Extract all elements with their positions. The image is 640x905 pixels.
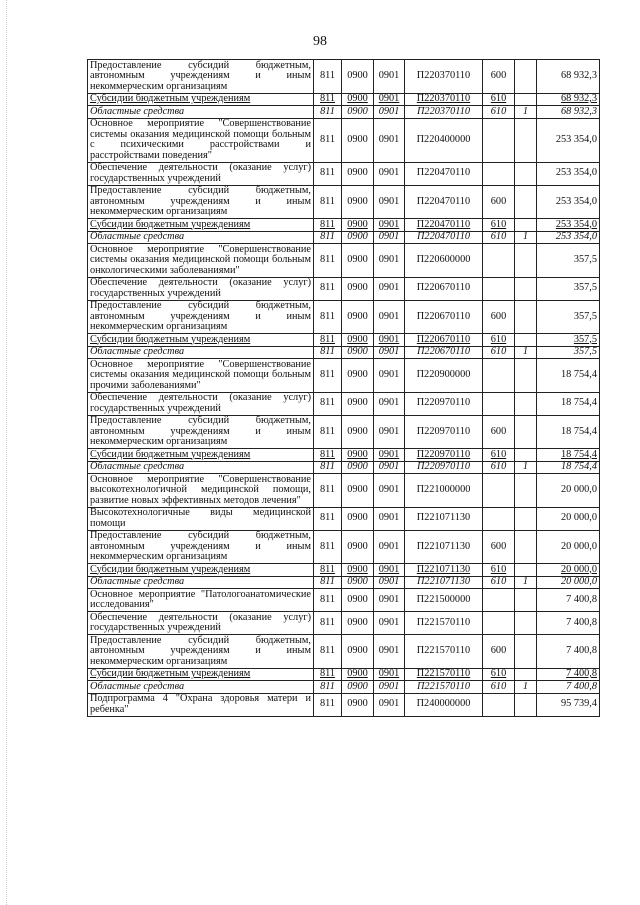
row-ministry-code: 811 [314,334,342,347]
row-subsection-code: 0901 [374,277,405,300]
row-section-code: 0900 [342,346,374,359]
row-funding-source [515,244,537,278]
row-name: Областные средства [88,231,314,244]
row-section-code: 0900 [342,244,374,278]
row-expense-type [483,474,515,508]
row-funding-source [515,392,537,415]
row-ministry-code: 811 [314,415,342,449]
row-expense-type [483,507,515,530]
row-amount: 7 400,8 [537,668,600,681]
row-expense-type: 600 [483,300,515,334]
row-funding-source [515,277,537,300]
row-name: Подпрограмма 4 "Охрана здоровья матери и ребенка" [88,693,314,716]
table-row [88,392,600,415]
row-section-code: 0900 [342,93,374,106]
row-name: Субсидии бюджетным учреждениям [88,334,314,347]
row-ministry-code: 811 [314,449,342,462]
row-funding-source [515,93,537,106]
row-subsection-code: 0901 [374,589,405,612]
row-amount: 18 754,4 [537,449,600,462]
row-funding-source [515,219,537,232]
row-amount: 253 354,0 [537,162,600,185]
row-target-article: П240000000 [405,693,483,716]
binding-margin [6,0,10,905]
row-name: Субсидии бюджетным учреждениям [88,219,314,232]
row-subsection-code: 0901 [374,118,405,162]
table-row [88,612,600,635]
row-section-code: 0900 [342,231,374,244]
row-target-article: П220970110 [405,449,483,462]
row-funding-source [515,185,537,219]
row-ministry-code: 811 [314,231,342,244]
row-target-article: П221570110 [405,635,483,669]
row-funding-source [515,635,537,669]
row-subsection-code: 0901 [374,507,405,530]
row-ministry-code: 811 [314,461,342,474]
row-funding-source [515,530,537,564]
row-target-article: П220370110 [405,106,483,119]
table-row [88,93,600,106]
row-expense-type: 600 [483,415,515,449]
row-amount: 18 754,4 [537,392,600,415]
row-expense-type [483,118,515,162]
row-name: Обеспечение деятельности (оказание услуг) государственных учреждений [88,277,314,300]
row-amount: 357,5 [537,334,600,347]
row-target-article: П220670110 [405,277,483,300]
row-section-code: 0900 [342,359,374,393]
row-amount: 68 932,3 [537,93,600,106]
row-name: Обеспечение деятельности (оказание услуг) государственных учреждений [88,162,314,185]
row-funding-source: 1 [515,681,537,694]
row-name: Основное мероприятие "Патологоанатомические исследования" [88,589,314,612]
row-funding-source: 1 [515,576,537,589]
row-expense-type [483,359,515,393]
row-expense-type: 600 [483,60,515,94]
row-expense-type: 610 [483,681,515,694]
row-ministry-code: 811 [314,60,342,94]
table-row [88,244,600,278]
row-expense-type: 610 [483,564,515,577]
row-expense-type [483,589,515,612]
table-row [88,564,600,577]
row-amount: 357,5 [537,244,600,278]
row-ministry-code: 811 [314,576,342,589]
row-ministry-code: 811 [314,681,342,694]
row-target-article: П220470110 [405,162,483,185]
row-section-code: 0900 [342,668,374,681]
row-subsection-code: 0901 [374,334,405,347]
table-row [88,474,600,508]
row-section-code: 0900 [342,185,374,219]
row-section-code: 0900 [342,474,374,508]
row-funding-source: 1 [515,106,537,119]
row-funding-source [515,300,537,334]
row-target-article: П220970110 [405,461,483,474]
row-name: Предоставление субсидий бюджетным, автономным учреждениям и иным некоммерческим организациям [88,185,314,219]
row-section-code: 0900 [342,162,374,185]
row-name: Основное мероприятие "Совершенствование системы оказания медицинской помощи больным онкологическими заболеваниями" [88,244,314,278]
row-section-code: 0900 [342,635,374,669]
row-name: Областные средства [88,576,314,589]
row-subsection-code: 0901 [374,474,405,508]
row-subsection-code: 0901 [374,346,405,359]
row-amount: 7 400,8 [537,635,600,669]
row-ministry-code: 811 [314,359,342,393]
row-subsection-code: 0901 [374,392,405,415]
row-section-code: 0900 [342,576,374,589]
row-name: Основное мероприятие "Совершенствование системы оказания медицинской помощи больным с психическими расстройствами и расстройствами поведения" [88,118,314,162]
row-funding-source [515,415,537,449]
row-name: Областные средства [88,346,314,359]
row-expense-type [483,693,515,716]
row-target-article: П220470110 [405,185,483,219]
row-subsection-code: 0901 [374,231,405,244]
row-ministry-code: 811 [314,219,342,232]
table-row [88,300,600,334]
row-subsection-code: 0901 [374,681,405,694]
row-target-article: П221570110 [405,668,483,681]
table-row [88,507,600,530]
row-funding-source: 1 [515,346,537,359]
row-ministry-code: 811 [314,564,342,577]
row-expense-type: 610 [483,346,515,359]
row-funding-source: 1 [515,231,537,244]
row-target-article: П220600000 [405,244,483,278]
row-subsection-code: 0901 [374,668,405,681]
row-subsection-code: 0901 [374,300,405,334]
row-ministry-code: 811 [314,612,342,635]
row-name: Субсидии бюджетным учреждениям [88,93,314,106]
row-ministry-code: 811 [314,530,342,564]
row-name: Обеспечение деятельности (оказание услуг) государственных учреждений [88,612,314,635]
row-target-article: П220470110 [405,231,483,244]
row-amount: 253 354,0 [537,118,600,162]
row-target-article: П221071130 [405,507,483,530]
row-ministry-code: 811 [314,668,342,681]
row-ministry-code: 811 [314,118,342,162]
row-subsection-code: 0901 [374,612,405,635]
row-expense-type [483,392,515,415]
row-funding-source [515,589,537,612]
row-ministry-code: 811 [314,693,342,716]
row-subsection-code: 0901 [374,106,405,119]
row-name: Предоставление субсидий бюджетным, автономным учреждениям и иным некоммерческим организациям [88,635,314,669]
table-row [88,106,600,119]
row-expense-type [483,162,515,185]
row-name: Областные средства [88,461,314,474]
row-amount: 20 000,0 [537,576,600,589]
row-target-article: П220670110 [405,346,483,359]
table-row [88,162,600,185]
row-amount: 20 000,0 [537,564,600,577]
row-section-code: 0900 [342,507,374,530]
row-subsection-code: 0901 [374,219,405,232]
row-funding-source [515,474,537,508]
row-ministry-code: 811 [314,392,342,415]
table-row [88,60,600,94]
row-funding-source [515,162,537,185]
row-section-code: 0900 [342,106,374,119]
row-subsection-code: 0901 [374,461,405,474]
row-target-article: П221570110 [405,612,483,635]
table-row [88,118,600,162]
row-funding-source [515,118,537,162]
row-name: Основное мероприятие "Совершенствование системы оказания медицинской помощи больным прочими заболеваниями" [88,359,314,393]
table-row [88,219,600,232]
row-section-code: 0900 [342,461,374,474]
table-row [88,635,600,669]
table-row [88,589,600,612]
row-subsection-code: 0901 [374,693,405,716]
row-expense-type: 610 [483,461,515,474]
row-funding-source [515,449,537,462]
row-amount: 68 932,3 [537,106,600,119]
row-target-article: П220670110 [405,334,483,347]
row-section-code: 0900 [342,60,374,94]
row-funding-source [515,612,537,635]
row-subsection-code: 0901 [374,185,405,219]
row-amount: 20 000,0 [537,507,600,530]
row-amount: 18 754,4 [537,461,600,474]
row-name: Предоставление субсидий бюджетным, автономным учреждениям и иным некоммерческим организациям [88,415,314,449]
row-expense-type: 600 [483,635,515,669]
row-subsection-code: 0901 [374,60,405,94]
row-expense-type: 600 [483,185,515,219]
row-amount: 68 932,3 [537,60,600,94]
row-name: Областные средства [88,681,314,694]
row-subsection-code: 0901 [374,415,405,449]
row-target-article: П221071130 [405,576,483,589]
row-section-code: 0900 [342,334,374,347]
row-amount: 20 000,0 [537,530,600,564]
row-expense-type: 610 [483,576,515,589]
row-target-article: П220470110 [405,219,483,232]
table-row [88,530,600,564]
row-amount: 253 354,0 [537,219,600,232]
row-ministry-code: 811 [314,300,342,334]
row-subsection-code: 0901 [374,244,405,278]
row-name: Областные средства [88,106,314,119]
row-ministry-code: 811 [314,346,342,359]
row-amount: 7 400,8 [537,681,600,694]
row-target-article: П220670110 [405,300,483,334]
row-name: Основное мероприятие "Совершенствование высокотехнологичной медицинской помощи, развитие новых эффективных методов лечения" [88,474,314,508]
row-subsection-code: 0901 [374,564,405,577]
row-expense-type: 610 [483,93,515,106]
row-target-article: П221000000 [405,474,483,508]
row-target-article: П221071130 [405,564,483,577]
table-row [88,693,600,716]
row-section-code: 0900 [342,277,374,300]
row-section-code: 0900 [342,300,374,334]
row-expense-type: 610 [483,106,515,119]
row-subsection-code: 0901 [374,162,405,185]
row-expense-type: 610 [483,231,515,244]
row-subsection-code: 0901 [374,93,405,106]
row-section-code: 0900 [342,118,374,162]
page-number: 98 [313,34,327,49]
row-ministry-code: 811 [314,635,342,669]
row-ministry-code: 811 [314,244,342,278]
row-funding-source [515,334,537,347]
row-ministry-code: 811 [314,474,342,508]
row-section-code: 0900 [342,415,374,449]
row-subsection-code: 0901 [374,576,405,589]
table-row [88,415,600,449]
row-section-code: 0900 [342,589,374,612]
row-subsection-code: 0901 [374,635,405,669]
table-row [88,277,600,300]
row-amount: 357,5 [537,277,600,300]
row-target-article: П221071130 [405,530,483,564]
row-amount: 357,5 [537,346,600,359]
row-amount: 253 354,0 [537,231,600,244]
row-expense-type: 610 [483,219,515,232]
row-target-article: П220370110 [405,60,483,94]
row-funding-source [515,668,537,681]
row-target-article: П220900000 [405,359,483,393]
row-ministry-code: 811 [314,277,342,300]
row-amount: 357,5 [537,300,600,334]
row-expense-type [483,244,515,278]
row-funding-source [515,564,537,577]
row-name: Высокотехнологичные виды медицинской помощи [88,507,314,530]
table-row [88,359,600,393]
row-section-code: 0900 [342,449,374,462]
row-name: Предоставление субсидий бюджетным, автономным учреждениям и иным некоммерческим организациям [88,530,314,564]
row-amount: 95 739,4 [537,693,600,716]
row-target-article: П220370110 [405,93,483,106]
row-target-article: П220400000 [405,118,483,162]
table-row [88,231,600,244]
row-section-code: 0900 [342,681,374,694]
row-ministry-code: 811 [314,106,342,119]
table-row [88,576,600,589]
row-section-code: 0900 [342,693,374,716]
row-target-article: П220970110 [405,392,483,415]
row-section-code: 0900 [342,612,374,635]
row-target-article: П220970110 [405,415,483,449]
row-funding-source: 1 [515,461,537,474]
row-subsection-code: 0901 [374,449,405,462]
row-funding-source [515,507,537,530]
row-subsection-code: 0901 [374,530,405,564]
row-amount: 7 400,8 [537,589,600,612]
table-row [88,681,600,694]
row-ministry-code: 811 [314,162,342,185]
row-section-code: 0900 [342,392,374,415]
row-expense-type: 610 [483,668,515,681]
row-section-code: 0900 [342,564,374,577]
row-amount: 20 000,0 [537,474,600,508]
row-funding-source [515,60,537,94]
row-name: Предоставление субсидий бюджетным, автономным учреждениям и иным некоммерческим организациям [88,300,314,334]
row-target-article: П221570110 [405,681,483,694]
row-amount: 253 354,0 [537,185,600,219]
row-expense-type: 610 [483,449,515,462]
table-row [88,346,600,359]
row-target-article: П221500000 [405,589,483,612]
row-name: Субсидии бюджетным учреждениям [88,564,314,577]
row-expense-type: 610 [483,334,515,347]
row-ministry-code: 811 [314,589,342,612]
row-name: Субсидии бюджетным учреждениям [88,449,314,462]
table-row [88,185,600,219]
row-amount: 7 400,8 [537,612,600,635]
row-section-code: 0900 [342,219,374,232]
table-row [88,449,600,462]
row-ministry-code: 811 [314,185,342,219]
table-row [88,668,600,681]
row-amount: 18 754,4 [537,415,600,449]
table-row [88,461,600,474]
row-expense-type [483,612,515,635]
row-expense-type: 600 [483,530,515,564]
row-name: Субсидии бюджетным учреждениям [88,668,314,681]
row-expense-type [483,277,515,300]
row-ministry-code: 811 [314,507,342,530]
row-funding-source [515,359,537,393]
row-amount: 18 754,4 [537,359,600,393]
row-funding-source [515,693,537,716]
row-name: Предоставление субсидий бюджетным, автономным учреждениям и иным некоммерческим организациям [88,60,314,94]
row-section-code: 0900 [342,530,374,564]
row-ministry-code: 811 [314,93,342,106]
row-name: Обеспечение деятельности (оказание услуг) государственных учреждений [88,392,314,415]
row-subsection-code: 0901 [374,359,405,393]
budget-table [87,59,600,717]
table-row [88,334,600,347]
